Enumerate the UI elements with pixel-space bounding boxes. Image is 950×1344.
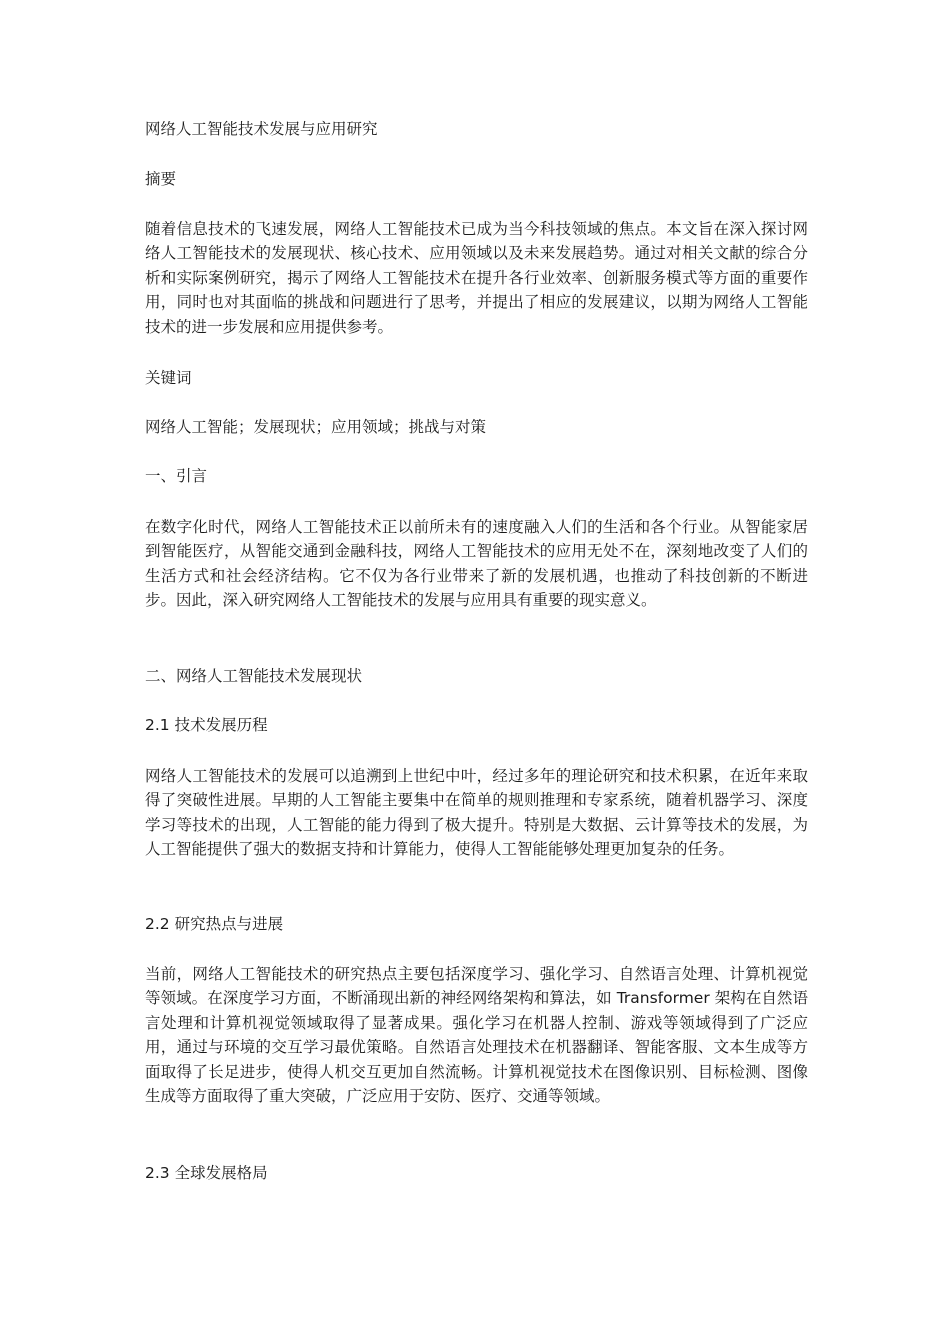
subsection-heading-2-3: 2.3 全球发展格局 [145,1164,268,1182]
section-heading-introduction: 一、引言 [145,467,208,485]
keywords-text: 网络人工智能；发展现状；应用领域；挑战与对策 [145,418,487,436]
document-title: 网络人工智能技术发展与应用研究 [145,120,378,138]
subsection-heading-2-2: 2.2 研究热点与进展 [145,915,284,933]
subsection-heading-2-1: 2.1 技术发展历程 [145,716,268,734]
paragraph-2-1: 网络人工智能技术的发展可以追溯到上世纪中叶，经过多年的理论研究和技术积累，在近年来取得了突破性进展。早期的人工智能主要集中在简单的规则推理和专家系统，随着机器学习、深度学习等技术的出现，人工智能的能力得到了极大提升。特别是大数据、云计算等技术的发展，为人工智能提供了强大的数据支持和计算能力，使得人工智能能够处理更加复杂的任务。 [145,767,808,859]
abstract-paragraph: 随着信息技术的飞速发展，网络人工智能技术已成为当今科技领域的焦点。本文旨在深入探讨网络人工智能技术的发展现状、核心技术、应用领域以及未来发展趋势。通过对相关文献的综合分析和实际案例研究，揭示了网络人工智能技术在提升各行业效率、创新服务模式等方面的重要作用，同时也对其面临的挑战和问题进行了思考，并提出了相应的发展建议，以期为网络人工智能技术的进一步发展和应用提供参考。 [145,220,808,336]
keywords-heading: 关键词 [145,369,192,387]
abstract-heading: 摘要 [145,170,177,188]
paragraph-2-2: 当前，网络人工智能技术的研究热点主要包括深度学习、强化学习、自然语言处理、计算机视觉等领域。在深度学习方面，不断涌现出新的神经网络架构和算法，如 Transformer 架构在自然语言处理和计算机视觉领域取得了显著成果。强化学习在机器人控制、游戏等领域得到了广泛应用，通过与环境的交互学习最优策略。自然语言处理技术在机器翻译、智能客服、文本生成等方面取得了长足进步，使得人机交互更加自然流畅。计算机视觉技术在图像识别、目标检测、图像生成等方面取得了重大突破，广泛应用于安防、医疗、交通等领域。 [145,965,808,1106]
introduction-paragraph: 在数字化时代，网络人工智能技术正以前所未有的速度融入人们的生活和各个行业。从智能家居到智能医疗，从智能交通到金融科技，网络人工智能技术的应用无处不在，深刻地改变了人们的生活方式和社会经济结构。它不仅为各行业带来了新的发展机遇，也推动了科技创新的不断进步。因此，深入研究网络人工智能技术的发展与应用具有重要的现实意义。 [145,518,808,610]
section-heading-status: 二、网络人工智能技术发展现状 [145,667,363,685]
